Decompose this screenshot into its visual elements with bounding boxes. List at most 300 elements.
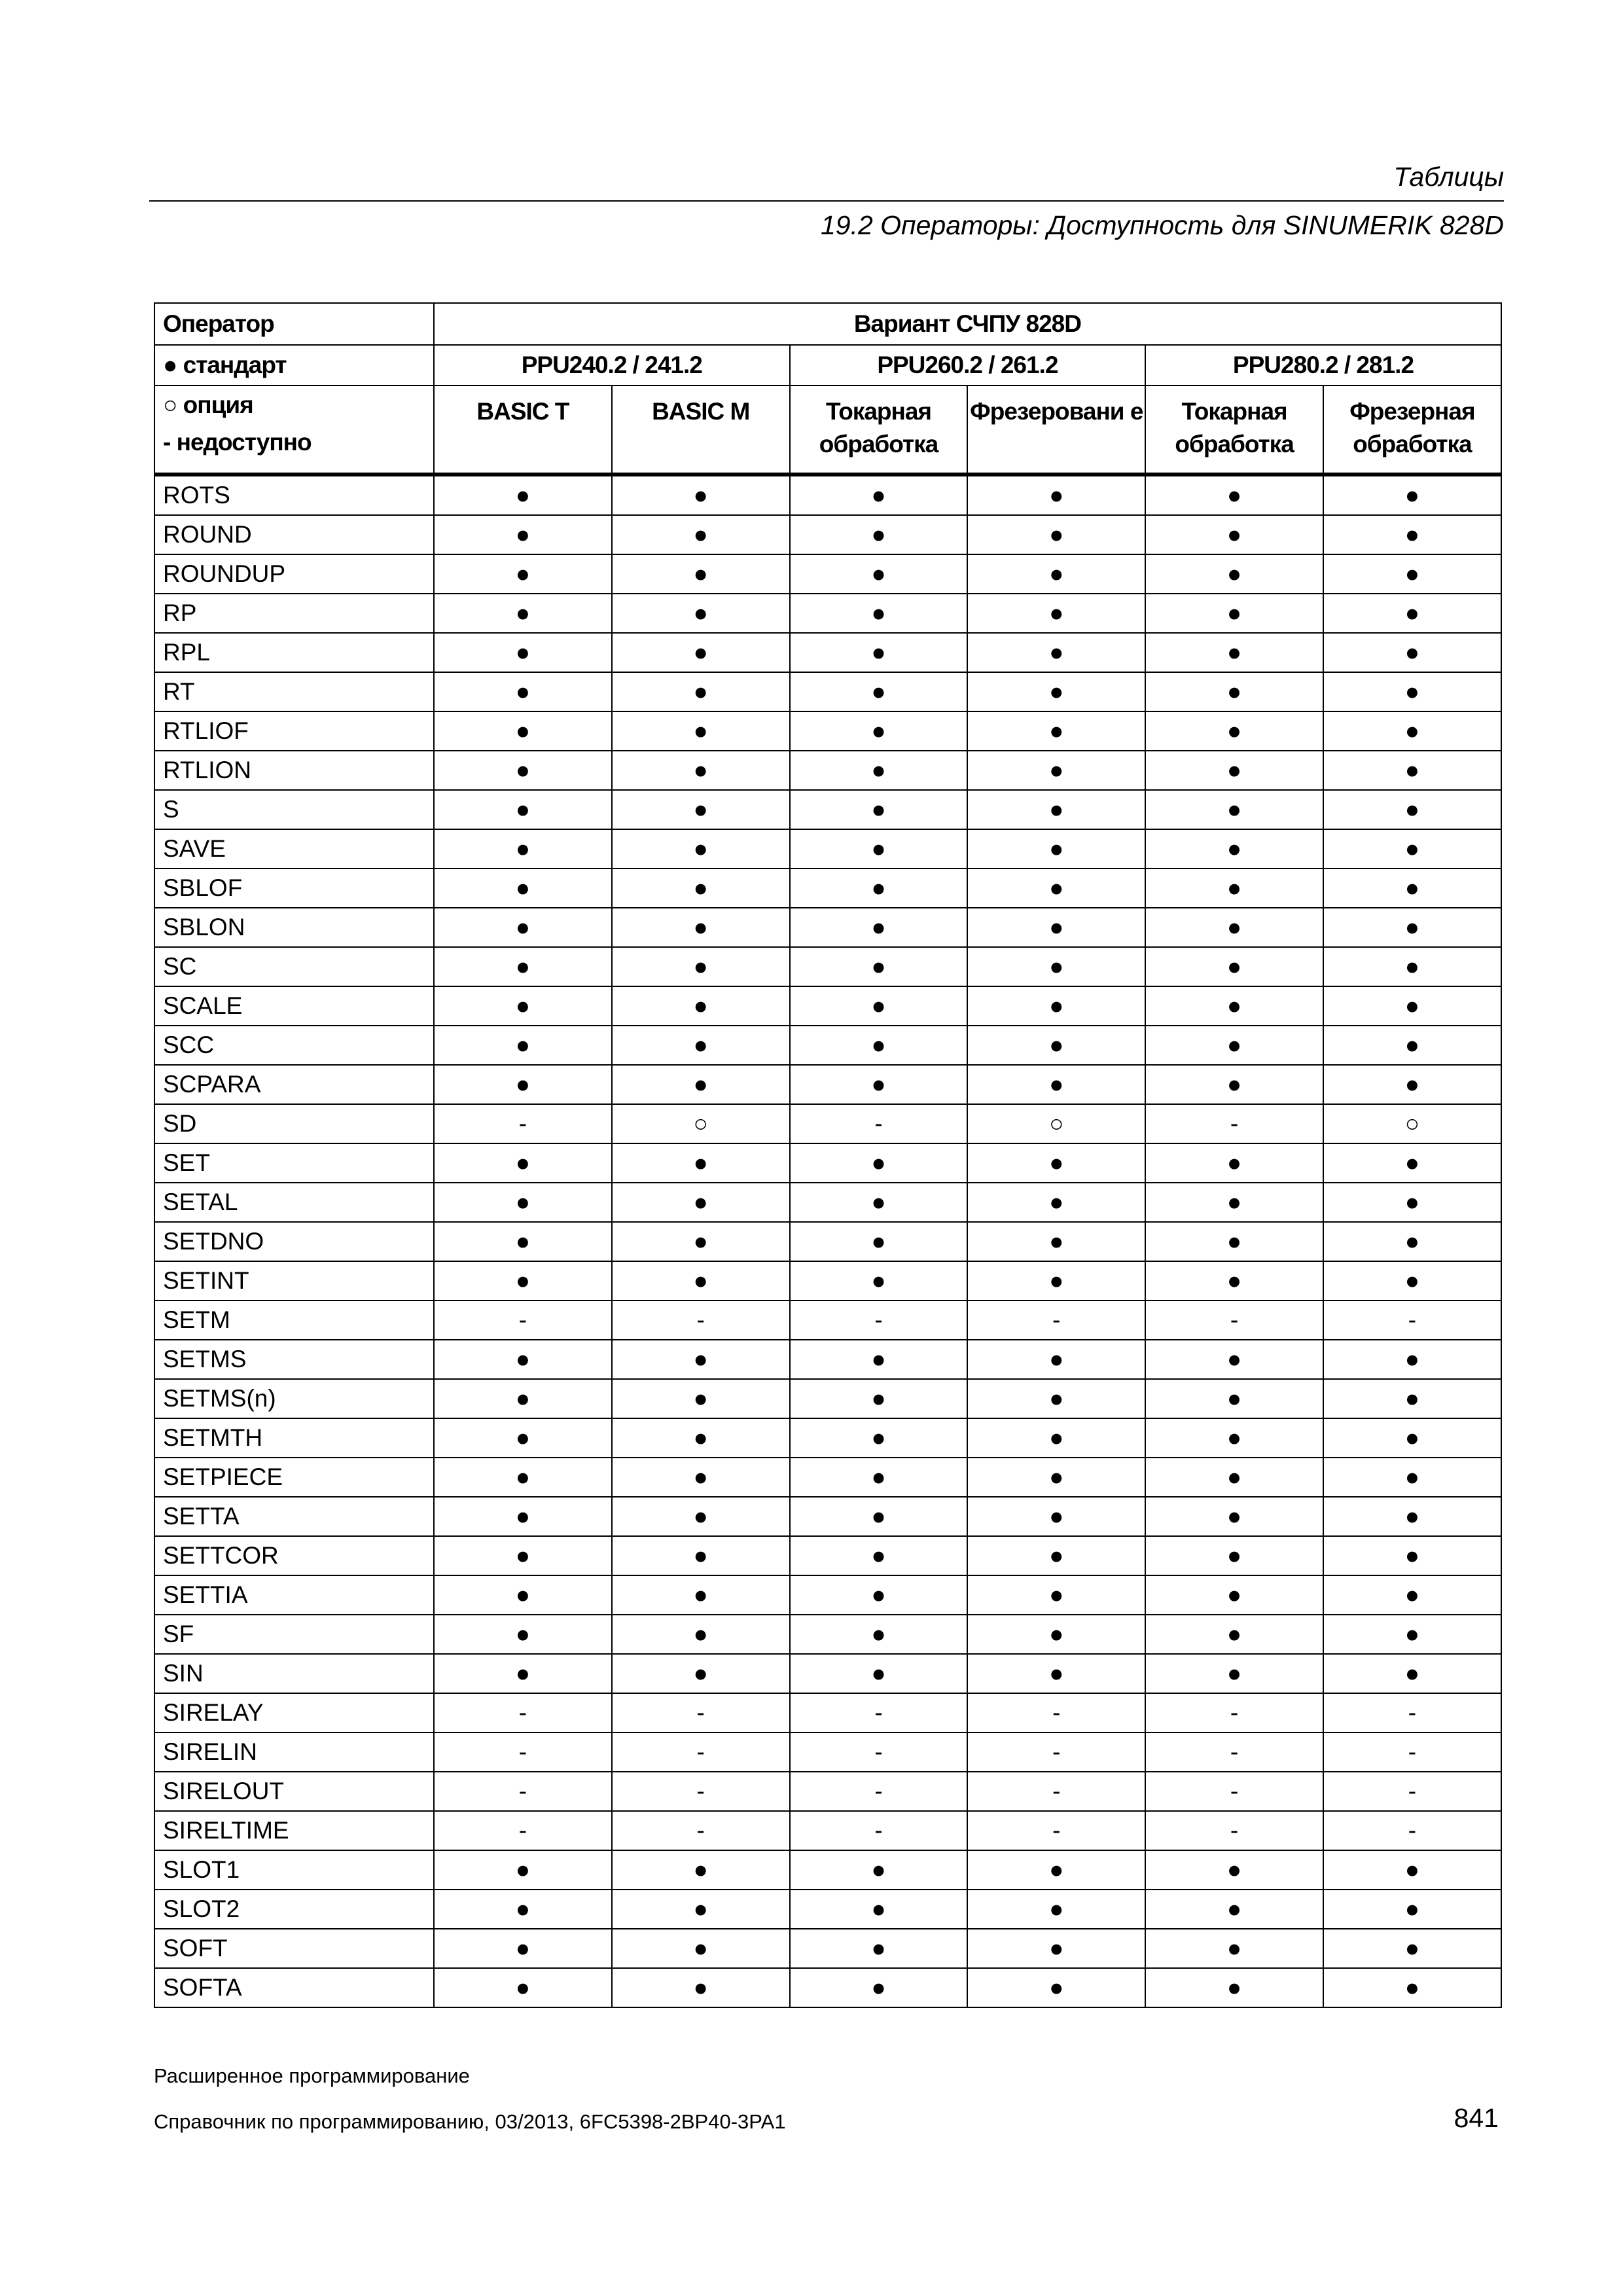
availability-cell: ●: [434, 711, 612, 751]
availability-cell: -: [1323, 1693, 1501, 1732]
availability-cell: -: [1145, 1772, 1323, 1811]
table-row: [154, 1654, 1501, 1693]
operator-name: SC: [154, 947, 434, 986]
availability-cell: ●: [967, 1143, 1145, 1183]
variant-title: Вариант СЧПУ 828D: [434, 303, 1501, 345]
legend-unavailable: - недоступно: [163, 429, 312, 456]
availability-cell: ●: [612, 1143, 790, 1183]
availability-cell: ●: [1145, 1615, 1323, 1654]
availability-cell: ●: [967, 908, 1145, 947]
availability-cell: ●: [612, 869, 790, 908]
availability-cell: ●: [434, 1929, 612, 1968]
availability-cell: -: [790, 1104, 968, 1143]
availability-cell: ●: [1145, 986, 1323, 1026]
availability-cell: ●: [790, 711, 968, 751]
availability-cell: ●: [1323, 751, 1501, 790]
operator-name: RTLION: [154, 751, 434, 790]
table-row: [154, 1811, 1501, 1850]
table-row: [154, 790, 1501, 829]
availability-cell: ○: [612, 1104, 790, 1143]
availability-cell: ●: [434, 1261, 612, 1300]
operator-name: SET: [154, 1143, 434, 1183]
group-header-ppu260: PPU260.2 / 261.2: [790, 345, 1146, 386]
operator-name: SETTA: [154, 1497, 434, 1536]
availability-cell: ●: [790, 672, 968, 711]
table-row: [154, 1732, 1501, 1772]
table-row: [154, 1772, 1501, 1811]
operator-name: ROUNDUP: [154, 554, 434, 594]
availability-cell: ●: [967, 633, 1145, 672]
table-row: [154, 829, 1501, 869]
operator-name: SOFTA: [154, 1968, 434, 2007]
availability-cell: ●: [790, 1654, 968, 1693]
table-row: [154, 1458, 1501, 1497]
availability-cell: ●: [612, 672, 790, 711]
table-row: [154, 1104, 1501, 1143]
availability-cell: ●: [790, 1026, 968, 1065]
availability-cell: ●: [612, 1850, 790, 1890]
operator-name: SETMS: [154, 1340, 434, 1379]
availability-cell: ●: [434, 1536, 612, 1575]
availability-cell: -: [434, 1811, 612, 1850]
availability-cell: ●: [790, 1340, 968, 1379]
availability-cell: ●: [1145, 515, 1323, 554]
availability-cell: ●: [1323, 1850, 1501, 1890]
operator-name: SETINT: [154, 1261, 434, 1300]
table-row: [154, 711, 1501, 751]
availability-cell: ●: [434, 869, 612, 908]
availability-cell: ●: [434, 1497, 612, 1536]
availability-cell: ●: [790, 1615, 968, 1654]
operator-name: SCALE: [154, 986, 434, 1026]
availability-cell: ●: [612, 1026, 790, 1065]
availability-cell: ●: [1145, 1929, 1323, 1968]
availability-cell: ●: [1323, 1418, 1501, 1458]
availability-cell: ●: [612, 1183, 790, 1222]
table-row: [154, 1693, 1501, 1732]
table-row: [154, 633, 1501, 672]
operator-name: RP: [154, 594, 434, 633]
availability-cell: ●: [612, 1968, 790, 2007]
table-row: [154, 1143, 1501, 1183]
availability-cell: ●: [612, 711, 790, 751]
availability-cell: ●: [790, 751, 968, 790]
availability-cell: ●: [1145, 554, 1323, 594]
availability-cell: ●: [967, 515, 1145, 554]
availability-cell: ●: [434, 908, 612, 947]
availability-cell: ●: [1145, 1850, 1323, 1890]
table-row: [154, 1065, 1501, 1104]
availability-cell: ●: [612, 1536, 790, 1575]
availability-cell: ●: [434, 1890, 612, 1929]
availability-cell: -: [1145, 1693, 1323, 1732]
availability-cell: ●: [967, 1261, 1145, 1300]
column-header: Токарная обработка: [790, 386, 968, 475]
availability-cell: ●: [434, 1340, 612, 1379]
availability-cell: -: [1323, 1732, 1501, 1772]
group-header-ppu240: PPU240.2 / 241.2: [434, 345, 790, 386]
availability-cell: ●: [1145, 1890, 1323, 1929]
availability-cell: ○: [1323, 1104, 1501, 1143]
availability-cell: ●: [1323, 633, 1501, 672]
availability-cell: ●: [1323, 1340, 1501, 1379]
availability-cell: ●: [967, 790, 1145, 829]
availability-cell: ●: [612, 1418, 790, 1458]
availability-cell: ●: [1323, 908, 1501, 947]
availability-cell: ●: [1323, 986, 1501, 1026]
availability-cell: ●: [1145, 790, 1323, 829]
operator-name: SD: [154, 1104, 434, 1143]
table-row: [154, 1340, 1501, 1379]
operator-name: SETDNO: [154, 1222, 434, 1261]
availability-cell: ●: [790, 1183, 968, 1222]
availability-cell: ●: [1145, 1143, 1323, 1183]
availability-cell: -: [434, 1772, 612, 1811]
availability-cell: ●: [967, 1418, 1145, 1458]
operators-availability-table: [154, 302, 1502, 2008]
availability-cell: ●: [967, 1850, 1145, 1890]
availability-cell: ●: [790, 1458, 968, 1497]
availability-cell: ●: [967, 1340, 1145, 1379]
table-row: [154, 986, 1501, 1026]
table-row: [154, 475, 1501, 515]
availability-cell: -: [1145, 1732, 1323, 1772]
availability-cell: ●: [1323, 1183, 1501, 1222]
availability-cell: ●: [612, 475, 790, 515]
operator-name: SAVE: [154, 829, 434, 869]
table-row: [154, 594, 1501, 633]
table-row: [154, 1575, 1501, 1615]
availability-cell: ●: [967, 554, 1145, 594]
availability-cell: -: [790, 1693, 968, 1732]
availability-cell: ●: [967, 1929, 1145, 1968]
availability-cell: ●: [434, 672, 612, 711]
availability-cell: ●: [612, 829, 790, 869]
availability-cell: -: [790, 1732, 968, 1772]
operator-name: RT: [154, 672, 434, 711]
operator-name: SCC: [154, 1026, 434, 1065]
availability-cell: ●: [1145, 1968, 1323, 2007]
availability-cell: ●: [434, 790, 612, 829]
availability-cell: ●: [434, 1026, 612, 1065]
availability-cell: -: [967, 1300, 1145, 1340]
availability-cell: ●: [967, 1575, 1145, 1615]
availability-cell: ●: [434, 1222, 612, 1261]
table-row: [154, 1418, 1501, 1458]
availability-cell: -: [1323, 1772, 1501, 1811]
footer-book-title: Расширенное программирование: [154, 2064, 470, 2087]
availability-cell: ●: [790, 1850, 968, 1890]
availability-cell: ●: [612, 1615, 790, 1654]
availability-cell: ●: [1323, 1575, 1501, 1615]
availability-cell: ●: [1145, 869, 1323, 908]
availability-cell: ●: [790, 1065, 968, 1104]
availability-cell: ●: [434, 1654, 612, 1693]
availability-cell: ●: [1145, 475, 1323, 515]
availability-cell: ●: [1323, 1143, 1501, 1183]
availability-cell: ●: [790, 1379, 968, 1418]
table-row: [154, 869, 1501, 908]
availability-cell: ●: [434, 1850, 612, 1890]
availability-cell: -: [790, 1811, 968, 1850]
availability-cell: ●: [1323, 1890, 1501, 1929]
operator-name: SETPIECE: [154, 1458, 434, 1497]
availability-cell: ●: [967, 751, 1145, 790]
availability-cell: ●: [1145, 1536, 1323, 1575]
availability-cell: ●: [434, 1379, 612, 1418]
table-row: [154, 1183, 1501, 1222]
availability-cell: ●: [1323, 829, 1501, 869]
availability-cell: ●: [1145, 672, 1323, 711]
availability-cell: ●: [967, 1379, 1145, 1418]
availability-cell: ●: [1145, 1065, 1323, 1104]
availability-cell: ●: [790, 947, 968, 986]
availability-cell: -: [1145, 1300, 1323, 1340]
table-row: [154, 1890, 1501, 1929]
availability-cell: ●: [1323, 1222, 1501, 1261]
availability-cell: -: [434, 1693, 612, 1732]
legend-cell: [154, 386, 434, 475]
availability-cell: ●: [1145, 1379, 1323, 1418]
column-header: BASIC T: [434, 386, 612, 475]
availability-cell: ●: [1145, 1261, 1323, 1300]
availability-cell: ●: [1323, 1654, 1501, 1693]
availability-cell: ●: [612, 1261, 790, 1300]
availability-cell: ●: [1323, 1261, 1501, 1300]
table-row: [154, 1850, 1501, 1890]
availability-cell: ●: [967, 1615, 1145, 1654]
availability-cell: -: [612, 1811, 790, 1850]
availability-cell: ●: [790, 1890, 968, 1929]
availability-cell: ●: [790, 594, 968, 633]
availability-cell: ●: [967, 711, 1145, 751]
legend-option: ○ опция: [163, 391, 253, 418]
availability-cell: ●: [612, 1654, 790, 1693]
availability-cell: ●: [967, 475, 1145, 515]
availability-cell: ●: [1323, 1065, 1501, 1104]
availability-cell: ●: [1323, 554, 1501, 594]
availability-cell: ●: [1145, 1340, 1323, 1379]
availability-cell: ●: [1323, 947, 1501, 986]
availability-cell: ●: [1145, 1575, 1323, 1615]
availability-cell: ●: [1145, 1497, 1323, 1536]
availability-cell: -: [612, 1300, 790, 1340]
availability-cell: ●: [612, 1379, 790, 1418]
table-row: [154, 672, 1501, 711]
availability-cell: ●: [967, 829, 1145, 869]
availability-cell: ●: [967, 1065, 1145, 1104]
table-row: [154, 1222, 1501, 1261]
availability-cell: ●: [1323, 1968, 1501, 2007]
availability-cell: ●: [967, 1458, 1145, 1497]
availability-cell: ●: [434, 475, 612, 515]
chapter-title: Таблицы: [149, 158, 1504, 202]
availability-cell: ●: [612, 1065, 790, 1104]
availability-cell: ●: [967, 947, 1145, 986]
availability-cell: -: [790, 1772, 968, 1811]
availability-cell: ●: [967, 1654, 1145, 1693]
operator-name: SIRELTIME: [154, 1811, 434, 1850]
page-number: 841: [1454, 2103, 1499, 2133]
availability-cell: ●: [790, 1222, 968, 1261]
availability-cell: ●: [434, 751, 612, 790]
table-row: [154, 515, 1501, 554]
availability-cell: ●: [1323, 1536, 1501, 1575]
availability-cell: -: [612, 1772, 790, 1811]
table-row: [154, 947, 1501, 986]
column-header: Токарная обработка: [1145, 386, 1323, 475]
availability-cell: ●: [612, 554, 790, 594]
table-row: [154, 1497, 1501, 1536]
operator-name: SETAL: [154, 1183, 434, 1222]
table-row: [154, 751, 1501, 790]
availability-cell: ●: [612, 1890, 790, 1929]
operator-name: ROUND: [154, 515, 434, 554]
availability-cell: ●: [434, 986, 612, 1026]
availability-cell: ●: [434, 515, 612, 554]
availability-cell: ●: [1145, 711, 1323, 751]
availability-cell: ●: [967, 672, 1145, 711]
availability-cell: ●: [1145, 1458, 1323, 1497]
availability-cell: -: [967, 1811, 1145, 1850]
availability-cell: -: [1323, 1300, 1501, 1340]
availability-cell: ●: [967, 1026, 1145, 1065]
operator-name: SLOT1: [154, 1850, 434, 1890]
availability-cell: ●: [1145, 633, 1323, 672]
group-header-ppu280: PPU280.2 / 281.2: [1145, 345, 1501, 386]
operator-name: SBLOF: [154, 869, 434, 908]
column-header: Фрезерная обработка: [1323, 386, 1501, 475]
availability-cell: ●: [790, 986, 968, 1026]
availability-cell: ●: [612, 515, 790, 554]
availability-cell: -: [967, 1732, 1145, 1772]
operator-name: SBLON: [154, 908, 434, 947]
availability-cell: ●: [790, 1575, 968, 1615]
availability-cell: ●: [967, 594, 1145, 633]
availability-cell: -: [434, 1104, 612, 1143]
availability-cell: ●: [790, 554, 968, 594]
operator-name: S: [154, 790, 434, 829]
operator-name: SETMS(n): [154, 1379, 434, 1418]
availability-cell: ●: [434, 1418, 612, 1458]
availability-cell: ●: [1145, 1026, 1323, 1065]
table-row: [154, 1300, 1501, 1340]
availability-cell: ●: [434, 829, 612, 869]
operator-name: ROTS: [154, 475, 434, 515]
availability-cell: ●: [434, 1143, 612, 1183]
availability-cell: ●: [612, 947, 790, 986]
legend-standard: ● стандарт: [154, 345, 434, 386]
availability-cell: ●: [434, 1575, 612, 1615]
availability-cell: ●: [612, 986, 790, 1026]
availability-cell: ●: [434, 1183, 612, 1222]
availability-cell: -: [967, 1772, 1145, 1811]
availability-cell: ●: [612, 1575, 790, 1615]
availability-cell: ●: [790, 829, 968, 869]
running-head: [149, 158, 1504, 243]
column-header: BASIC M: [612, 386, 790, 475]
availability-cell: -: [1323, 1811, 1501, 1850]
availability-cell: ●: [1145, 594, 1323, 633]
operator-name: SLOT2: [154, 1890, 434, 1929]
availability-cell: ●: [434, 1968, 612, 2007]
availability-cell: -: [612, 1693, 790, 1732]
availability-cell: ●: [790, 1497, 968, 1536]
footer-manual-info: Справочник по программированию, 03/2013, 6FC5398-2BP40-3PA1: [154, 2110, 786, 2133]
legend-title: Оператор: [154, 303, 434, 345]
availability-cell: ●: [1145, 1222, 1323, 1261]
availability-cell: -: [1145, 1104, 1323, 1143]
availability-cell: ●: [612, 1497, 790, 1536]
operator-name: SIRELAY: [154, 1693, 434, 1732]
availability-cell: -: [967, 1693, 1145, 1732]
availability-cell: ●: [790, 1536, 968, 1575]
availability-cell: ●: [967, 1497, 1145, 1536]
table-row: [154, 1968, 1501, 2007]
operator-name: SETTCOR: [154, 1536, 434, 1575]
availability-cell: ●: [790, 790, 968, 829]
column-header: Фрезеровани е: [967, 386, 1145, 475]
availability-cell: ●: [1323, 869, 1501, 908]
availability-cell: ●: [1323, 672, 1501, 711]
operator-name: SOFT: [154, 1929, 434, 1968]
availability-cell: -: [434, 1732, 612, 1772]
availability-cell: ●: [790, 1143, 968, 1183]
table-body: [154, 475, 1501, 2007]
availability-cell: ●: [612, 1929, 790, 1968]
availability-cell: -: [434, 1300, 612, 1340]
table-row: [154, 1026, 1501, 1065]
availability-cell: ●: [1323, 1615, 1501, 1654]
availability-cell: ●: [434, 554, 612, 594]
table-row: [154, 1379, 1501, 1418]
availability-cell: ●: [790, 1968, 968, 2007]
operator-name: SIN: [154, 1654, 434, 1693]
availability-cell: ●: [1145, 829, 1323, 869]
section-title: 19.2 Операторы: Доступность для SINUMERIK 828D: [820, 210, 1504, 240]
availability-cell: ●: [967, 1536, 1145, 1575]
availability-cell: ●: [434, 1065, 612, 1104]
availability-cell: ●: [1323, 1458, 1501, 1497]
availability-cell: -: [1145, 1811, 1323, 1850]
availability-cell: ●: [967, 1183, 1145, 1222]
table-row: [154, 1536, 1501, 1575]
availability-cell: ●: [790, 1929, 968, 1968]
availability-cell: ●: [790, 1261, 968, 1300]
availability-cell: ●: [612, 1340, 790, 1379]
availability-cell: ●: [434, 1615, 612, 1654]
operator-name: SETMTH: [154, 1418, 434, 1458]
availability-cell: ●: [612, 594, 790, 633]
availability-cell: ●: [790, 515, 968, 554]
availability-cell: ●: [1145, 908, 1323, 947]
availability-cell: ●: [790, 633, 968, 672]
availability-cell: ●: [434, 947, 612, 986]
availability-cell: ●: [612, 751, 790, 790]
table-row: [154, 908, 1501, 947]
availability-cell: ○: [967, 1104, 1145, 1143]
availability-cell: ●: [967, 986, 1145, 1026]
availability-cell: ●: [1323, 594, 1501, 633]
operator-name: SETTIA: [154, 1575, 434, 1615]
availability-cell: ●: [790, 869, 968, 908]
availability-cell: ●: [1323, 1379, 1501, 1418]
availability-cell: ●: [790, 908, 968, 947]
availability-cell: ●: [612, 908, 790, 947]
availability-cell: ●: [1323, 1497, 1501, 1536]
availability-cell: ●: [1323, 711, 1501, 751]
availability-cell: ●: [1145, 1183, 1323, 1222]
